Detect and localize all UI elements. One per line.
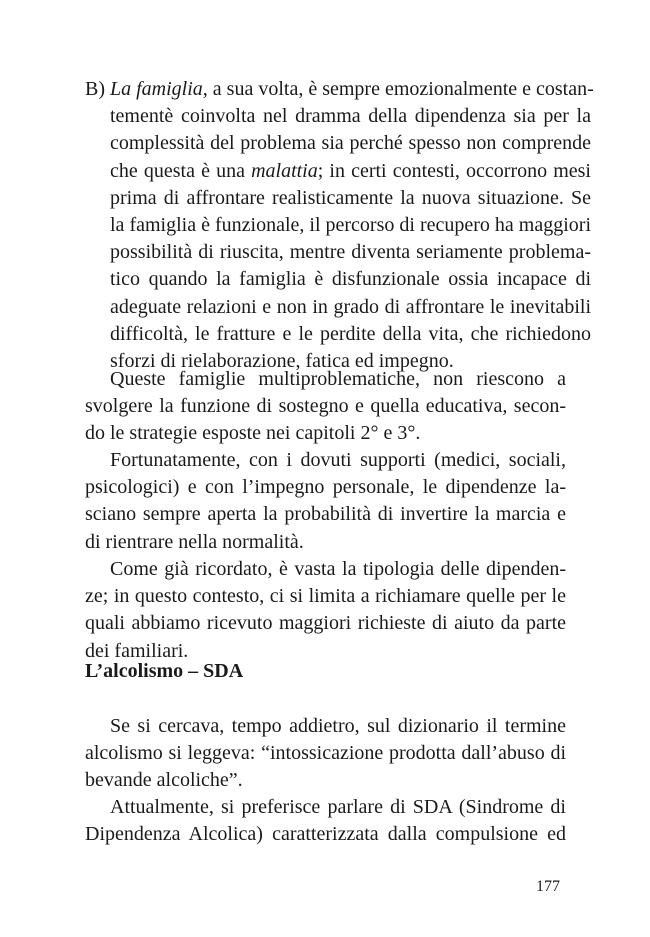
list-line: sforzi di rielaborazione, fatica ed impegno. xyxy=(110,350,454,373)
list-line xyxy=(110,158,591,185)
paragraph-line: psicologici) e con l’impegno personale, le dipendenze la- xyxy=(85,476,566,499)
paragraph-line: sciano sempre aperta la probabilità di invertire la marcia e xyxy=(85,503,566,526)
paragraph xyxy=(85,713,566,795)
list-line: adeguate relazioni e non in grado di affrontare le inevitabili xyxy=(110,295,591,318)
paragraph-line: svolgere la funzione di sostegno e quella educativa, secon- xyxy=(85,395,566,418)
list-line: complessità del problema sia perché spesso non comprende xyxy=(110,132,591,155)
paragraph-line: Se si cercava, tempo addietro, sul dizionario il termine xyxy=(110,715,566,737)
emphasis-text: La famiglia, xyxy=(110,78,208,100)
list-line: la famiglia è funzionale, il percorso di recupero ha maggiori xyxy=(110,214,591,237)
paragraph-line: ze; in questo contesto, ci si limita a richiamare quelle per le xyxy=(85,585,566,608)
list-line: prima di affrontare realisticamente la nuova situazione. Se xyxy=(110,186,591,209)
paragraph-line: dei familiari. xyxy=(85,639,189,662)
paragraph-line: di rientrare nella normalità. xyxy=(85,530,304,553)
list-item-b xyxy=(85,76,594,375)
list-line: tementè coinvolta nel dramma della dipendenza sia per la xyxy=(110,105,591,128)
list-line: possibilità di riuscita, mentre diventa seriamente problema- xyxy=(110,241,591,264)
paragraph xyxy=(85,447,566,556)
emphasis-text: malattia xyxy=(251,159,318,182)
paragraph xyxy=(85,794,566,848)
paragraph-line: Dipendenza Alcolica) caratterizzata dalla compulsione ed xyxy=(85,823,566,846)
list-line: tico quando la famiglia è disfunzionale ossia incapace di xyxy=(110,268,591,291)
paragraph-line: Attualmente, si preferisce parlare di SDA (Sindrome di xyxy=(110,796,566,818)
page-number: 177 xyxy=(536,878,560,895)
paragraph xyxy=(85,556,566,665)
section-heading: L’alcolismo – SDA xyxy=(85,660,244,682)
paragraph xyxy=(85,366,566,448)
list-marker: B) xyxy=(85,78,105,100)
list-line xyxy=(110,76,594,103)
list-line: difficoltà, le fratture e le perdite della vita, che richiedono xyxy=(110,322,591,345)
paragraph-line: Come già ricordato, è vasta la tipologia delle dipenden- xyxy=(110,558,566,580)
paragraph-line: Fortunatamente, con i dovuti supporti (medici, sociali, xyxy=(110,449,566,471)
paragraph-line: bevande alcoliche”. xyxy=(85,769,243,792)
line-text: a sua volta, è sempre emozionalmente e costan- xyxy=(207,78,594,100)
paragraph-line: quali abbiamo ricevuto maggiori richieste di aiuto da parte xyxy=(85,612,566,635)
line-text: ; in certi contesti, occorrono mesi xyxy=(317,159,591,182)
paragraph-line: do le strategie esposte nei capitoli 2° e 3°. xyxy=(85,422,421,445)
paragraph-line: Queste famiglie multiproblematiche, non riescono a xyxy=(110,368,566,390)
line-text: che questa è una xyxy=(110,159,252,182)
paragraph-line: alcolismo si leggeva: “intossicazione prodotta dall’abuso di xyxy=(85,742,566,765)
